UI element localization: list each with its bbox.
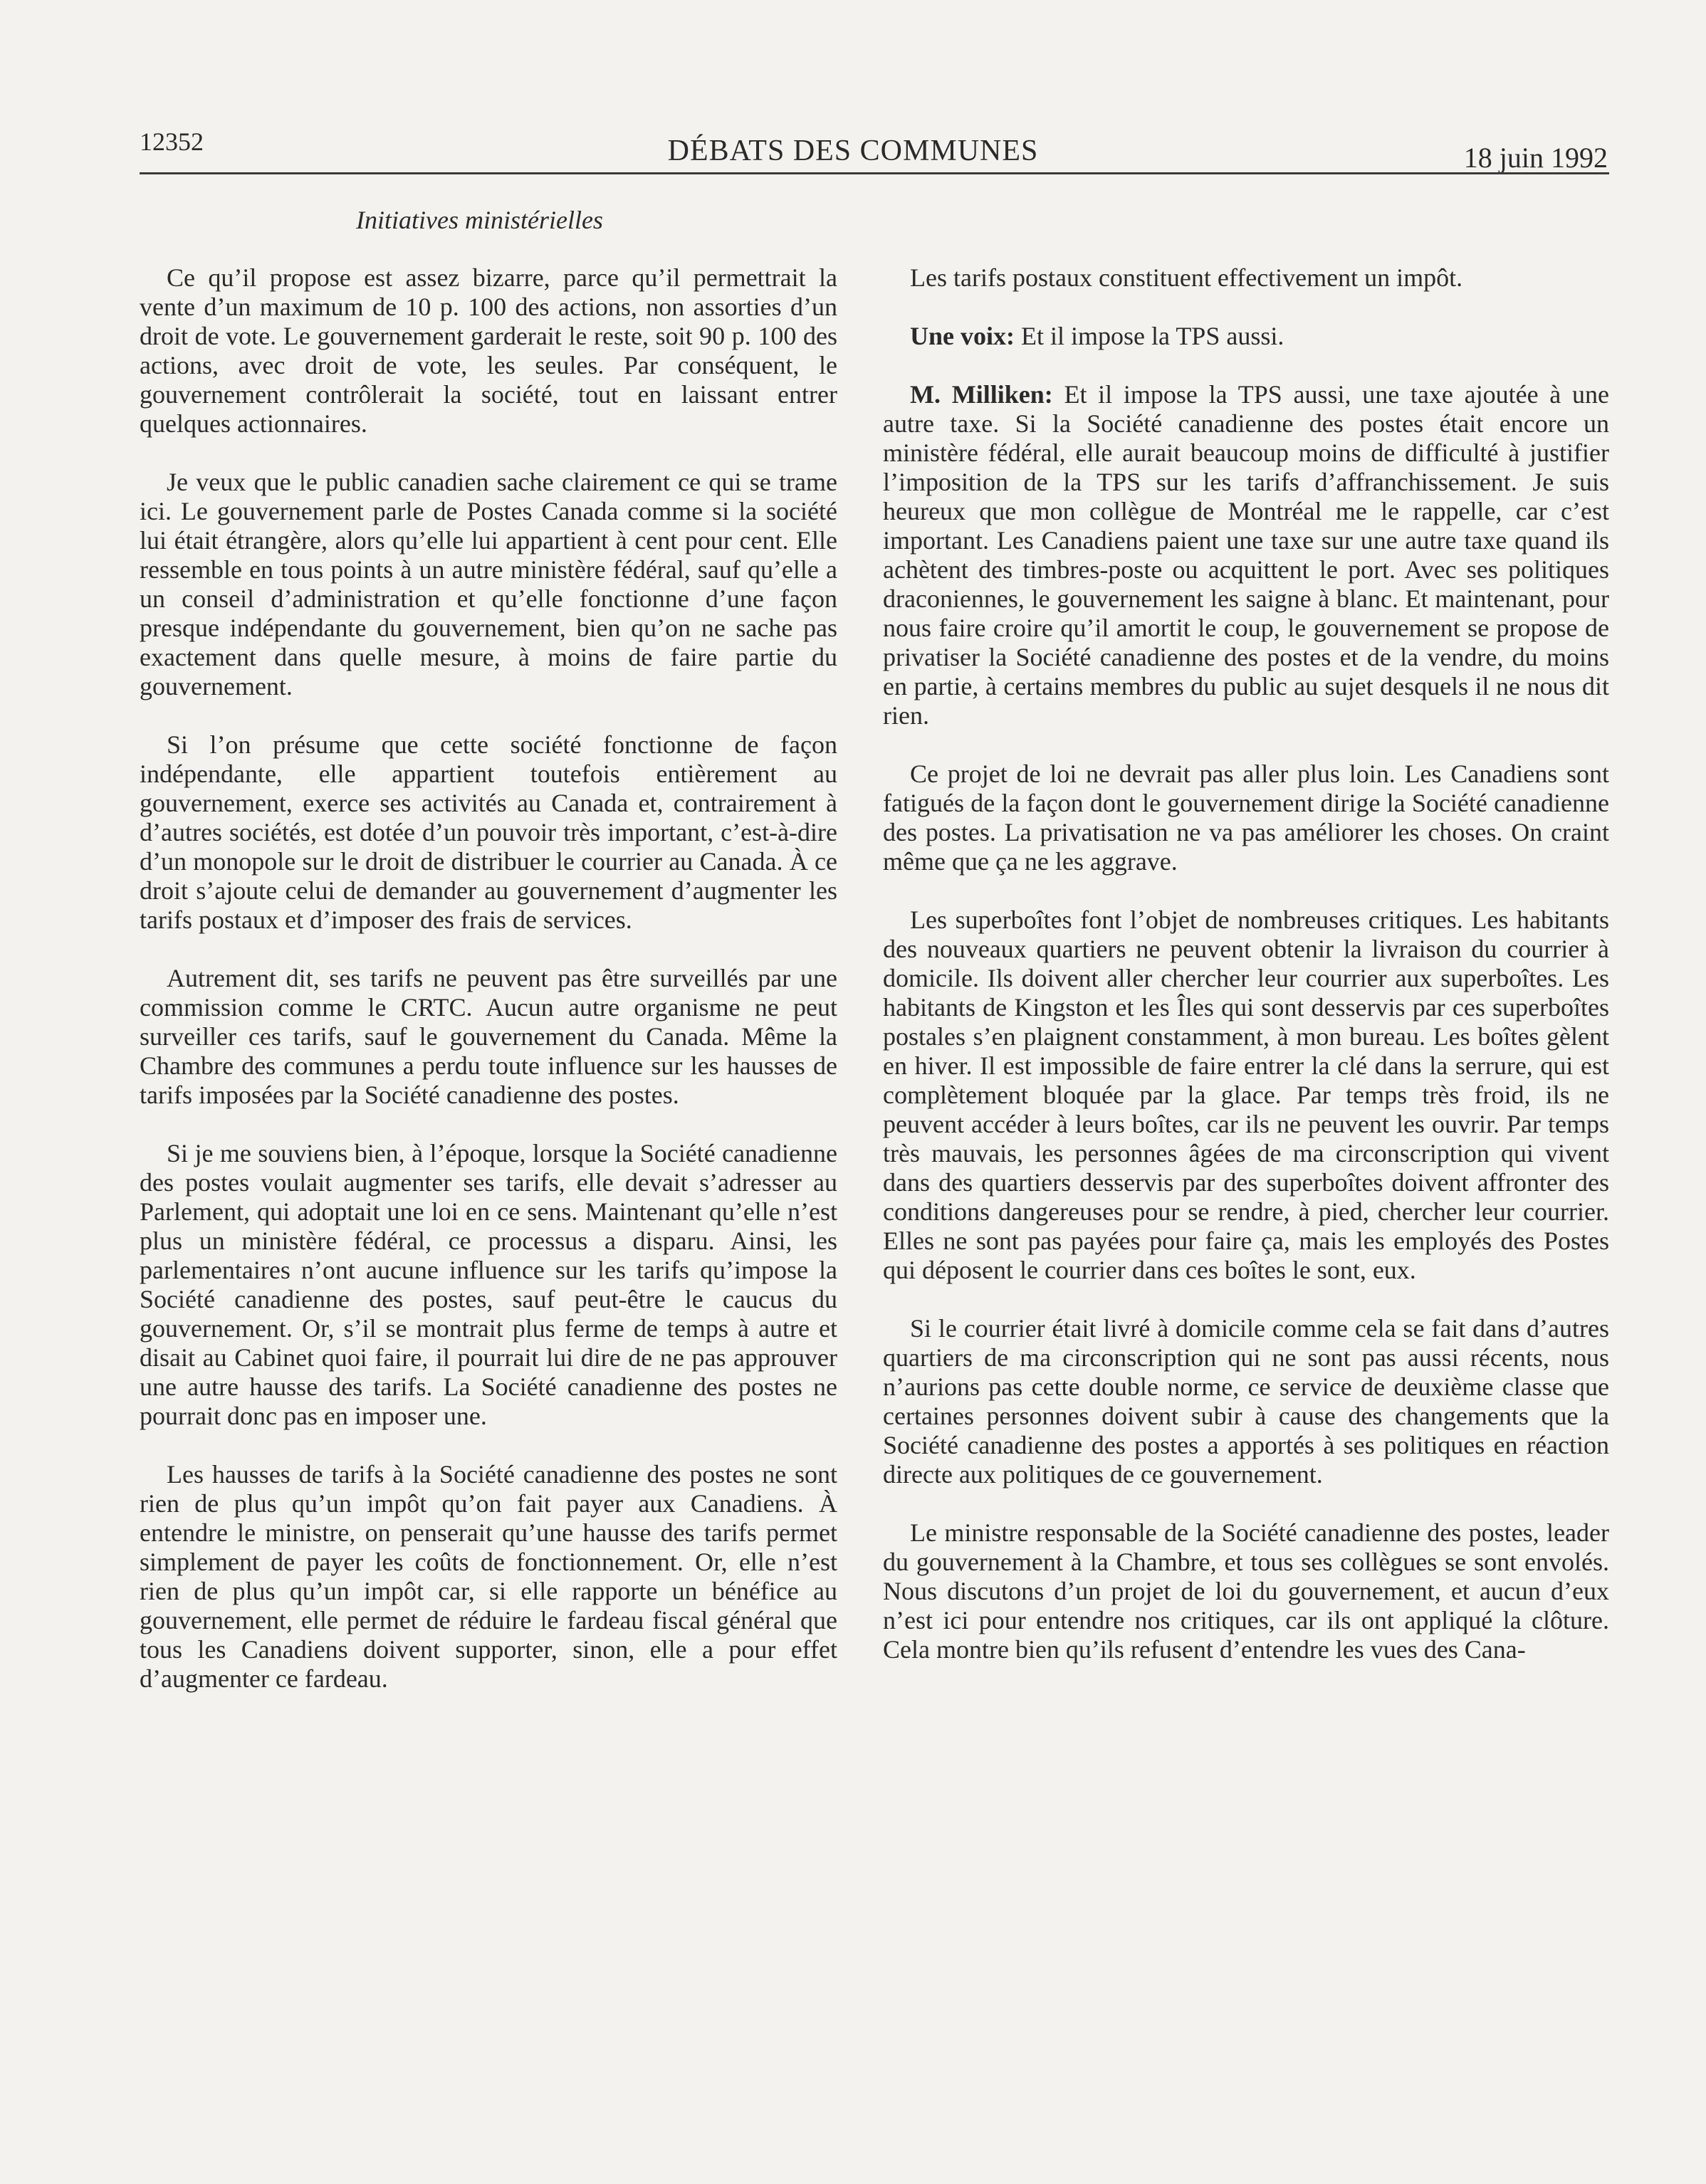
speech-text: Et il impose la TPS aussi, une taxe ajoutée à une autre taxe. Si la Société canadienne des postes était encore un ministère fédéral, elle aurait beaucoup moins de difficulté à justifier l’imposition de la TPS sur les tarifs d’affranchissement. Je suis heureux que mon collègue de Montréal me le rappelle, car c’est important. Les Canadiens paient une taxe sur une autre taxe quand ils achètent des timbres-poste ou acquittent le port. Avec ses politiques draconiennes, le gouvernement les saigne à blanc. Et maintenant, pour nous faire croire qu’il amortit le coup, le gouvernement se propose de privatiser la Société canadienne des postes et de la vendre, du moins en partie, à certains membres du public au sujet desquels il ne nous dit rien. — [883, 380, 1609, 730]
paragraph: Les tarifs postaux constituent effectivement un impôt. — [910, 263, 1463, 292]
speaker-name: Une voix: — [910, 322, 1015, 350]
paragraph: Ce projet de loi ne devrait pas aller plus loin. Les Canadiens sont fatigués de la façon dont le gouvernement dirige la Société canadienne des postes. La privatisation ne va pas améliorer les choses. On craint même que ça ne les aggrave. — [883, 760, 1609, 876]
page-header-title: DÉBATS DES COMMUNES — [667, 135, 1039, 167]
paragraph: Si le courrier était livré à domicile comme cela se fait dans d’autres quartiers de ma circonscription qui ne sont pas aussi récents, nous n’aurions pas cette double norme, ce service de deuxième classe que certaines personnes doivent subir à cause des changements que la Société canadienne des postes a apportés à ses politiques en réaction directe aux politiques de ce gouvernement. — [883, 1314, 1609, 1489]
paragraph: Le ministre responsable de la Société canadienne des postes, leader du gouvernement à la Chambre, et tous ses collègues se sont envolés. Nous discutons d’un projet de loi du gouvernement, et aucun d’eux n’est ici pour entendre nos critiques, car ils ont appliqué la clôture. Cela montre bien qu’ils refusent d’entendre les vues des Cana- — [883, 1518, 1609, 1664]
page-date: 18 juin 1992 — [1463, 142, 1608, 174]
speech-paragraph — [883, 380, 1609, 730]
header-rule — [140, 172, 1609, 174]
paragraph: Autrement dit, ses tarifs ne peuvent pas être surveillés par une commission comme le CRTC. Aucun autre organisme ne peut surveiller ces tarifs, sauf le gouvernement du Canada. Même la Chambre des communes a perdu toute influence sur les hausses de tarifs imposées par la Société canadienne des postes. — [140, 964, 837, 1109]
paragraph: Ce qu’il propose est assez bizarre, parce qu’il permettrait la vente d’un maximum de 10 p. 100 des actions, non assorties d’un droit de vote. Le gouvernement garderait le reste, soit 90 p. 100 des actions, avec droit de vote, les seules. Par conséquent, le gouvernement contrôlerait la société, tout en laissant entrer quelques actionnaires. — [140, 263, 837, 438]
speech-text: Et il impose la TPS aussi. — [1015, 322, 1284, 350]
paragraph: Si l’on présume que cette société fonctionne de façon indépendante, elle appartient toutefois entièrement au gouvernement, exerce ses activités au Canada et, contrairement à d’autres sociétés, est dotée d’un pouvoir très important, c’est-à-dire d’un monopole sur le droit de distribuer le courrier au Canada. À ce droit s’ajoute celui de demander au gouvernement d’augmenter les tarifs postaux et d’imposer des frais de services. — [140, 730, 837, 934]
speaker-name: M. Milliken: — [910, 380, 1053, 409]
speech-paragraph — [883, 322, 1609, 351]
right-column — [883, 263, 1609, 1694]
paragraph: Les hausses de tarifs à la Société canadienne des postes ne sont rien de plus qu’un impôt qu’on fait payer aux Canadiens. À entendre le ministre, on penserait qu’une hausse des tarifs permet simplement de payer les coûts de fonctionnement. Or, elle n’est rien de plus qu’un impôt car, si elle rapporte un bénéfice au gouvernement, elle permet de réduire le fardeau fiscal général que tous les Canadiens doivent supporter, sinon, elle a pour effet d’augmenter ce fardeau. — [140, 1460, 837, 1693]
paragraph: Si je me souviens bien, à l’époque, lorsque la Société canadienne des postes voulait augmenter ses tarifs, elle devait s’adresser au Parlement, qui adoptait une loi en ce sens. Maintenant qu’elle n’est plus un ministère fédéral, ce processus a disparu. Ainsi, les parlementaires n’ont aucune influence sur les tarifs qu’impose la Société canadienne des postes, sauf peut-être le caucus du gouvernement. Or, s’il se montrait plus ferme de temps à autre et disait au Cabinet quoi faire, il pourrait lui dire de ne pas approuver une autre hausse des tarifs. La Société canadienne des postes ne pourrait donc pas en imposer une. — [140, 1139, 837, 1430]
paragraph: Les superboîtes font l’objet de nombreuses critiques. Les habitants des nouveaux quartiers ne peuvent obtenir la livraison du courrier à domicile. Ils doivent aller chercher leur courrier aux superboîtes. Les habitants de Kingston et les Îles qui sont desservis par ces superboîtes postales s’en plaignent constamment, à mon bureau. Les boîtes gèlent en hiver. Il est impossible de faire entrer la clé dans la serrure, qui est complètement bloquée par la glace. Par temps très froid, ils ne peuvent accéder à leurs boîtes, car ils ne peuvent les ouvrir. Par temps très mauvais, les personnes âgées de ma circonscription qui vivent dans des quartiers desservis par des superboîtes doivent affronter des conditions dangereuses pour se rendre, à pied, chercher leur courrier. Elles ne sont pas payées pour faire ça, mais les employés des Postes qui déposent le courrier dans ces boîtes le sont, eux. — [883, 905, 1609, 1284]
left-column — [140, 263, 837, 1723]
paragraph: Je veux que le public canadien sache clairement ce qui se trame ici. Le gouvernement parle de Postes Canada comme si la société lui était étrangère, alors qu’elle lui appartient à cent pour cent. Elle ressemble en tous points à un autre ministère fédéral, sauf qu’elle a un conseil d’administration et qu’elle fonctionne d’une façon presque indépendante du gouvernement, bien qu’on ne sache pas exactement dans quelle mesure, à moins de faire partie du gouvernement. — [140, 468, 837, 700]
page-number: 12352 — [140, 127, 204, 156]
section-title: Initiatives ministérielles — [356, 206, 603, 234]
